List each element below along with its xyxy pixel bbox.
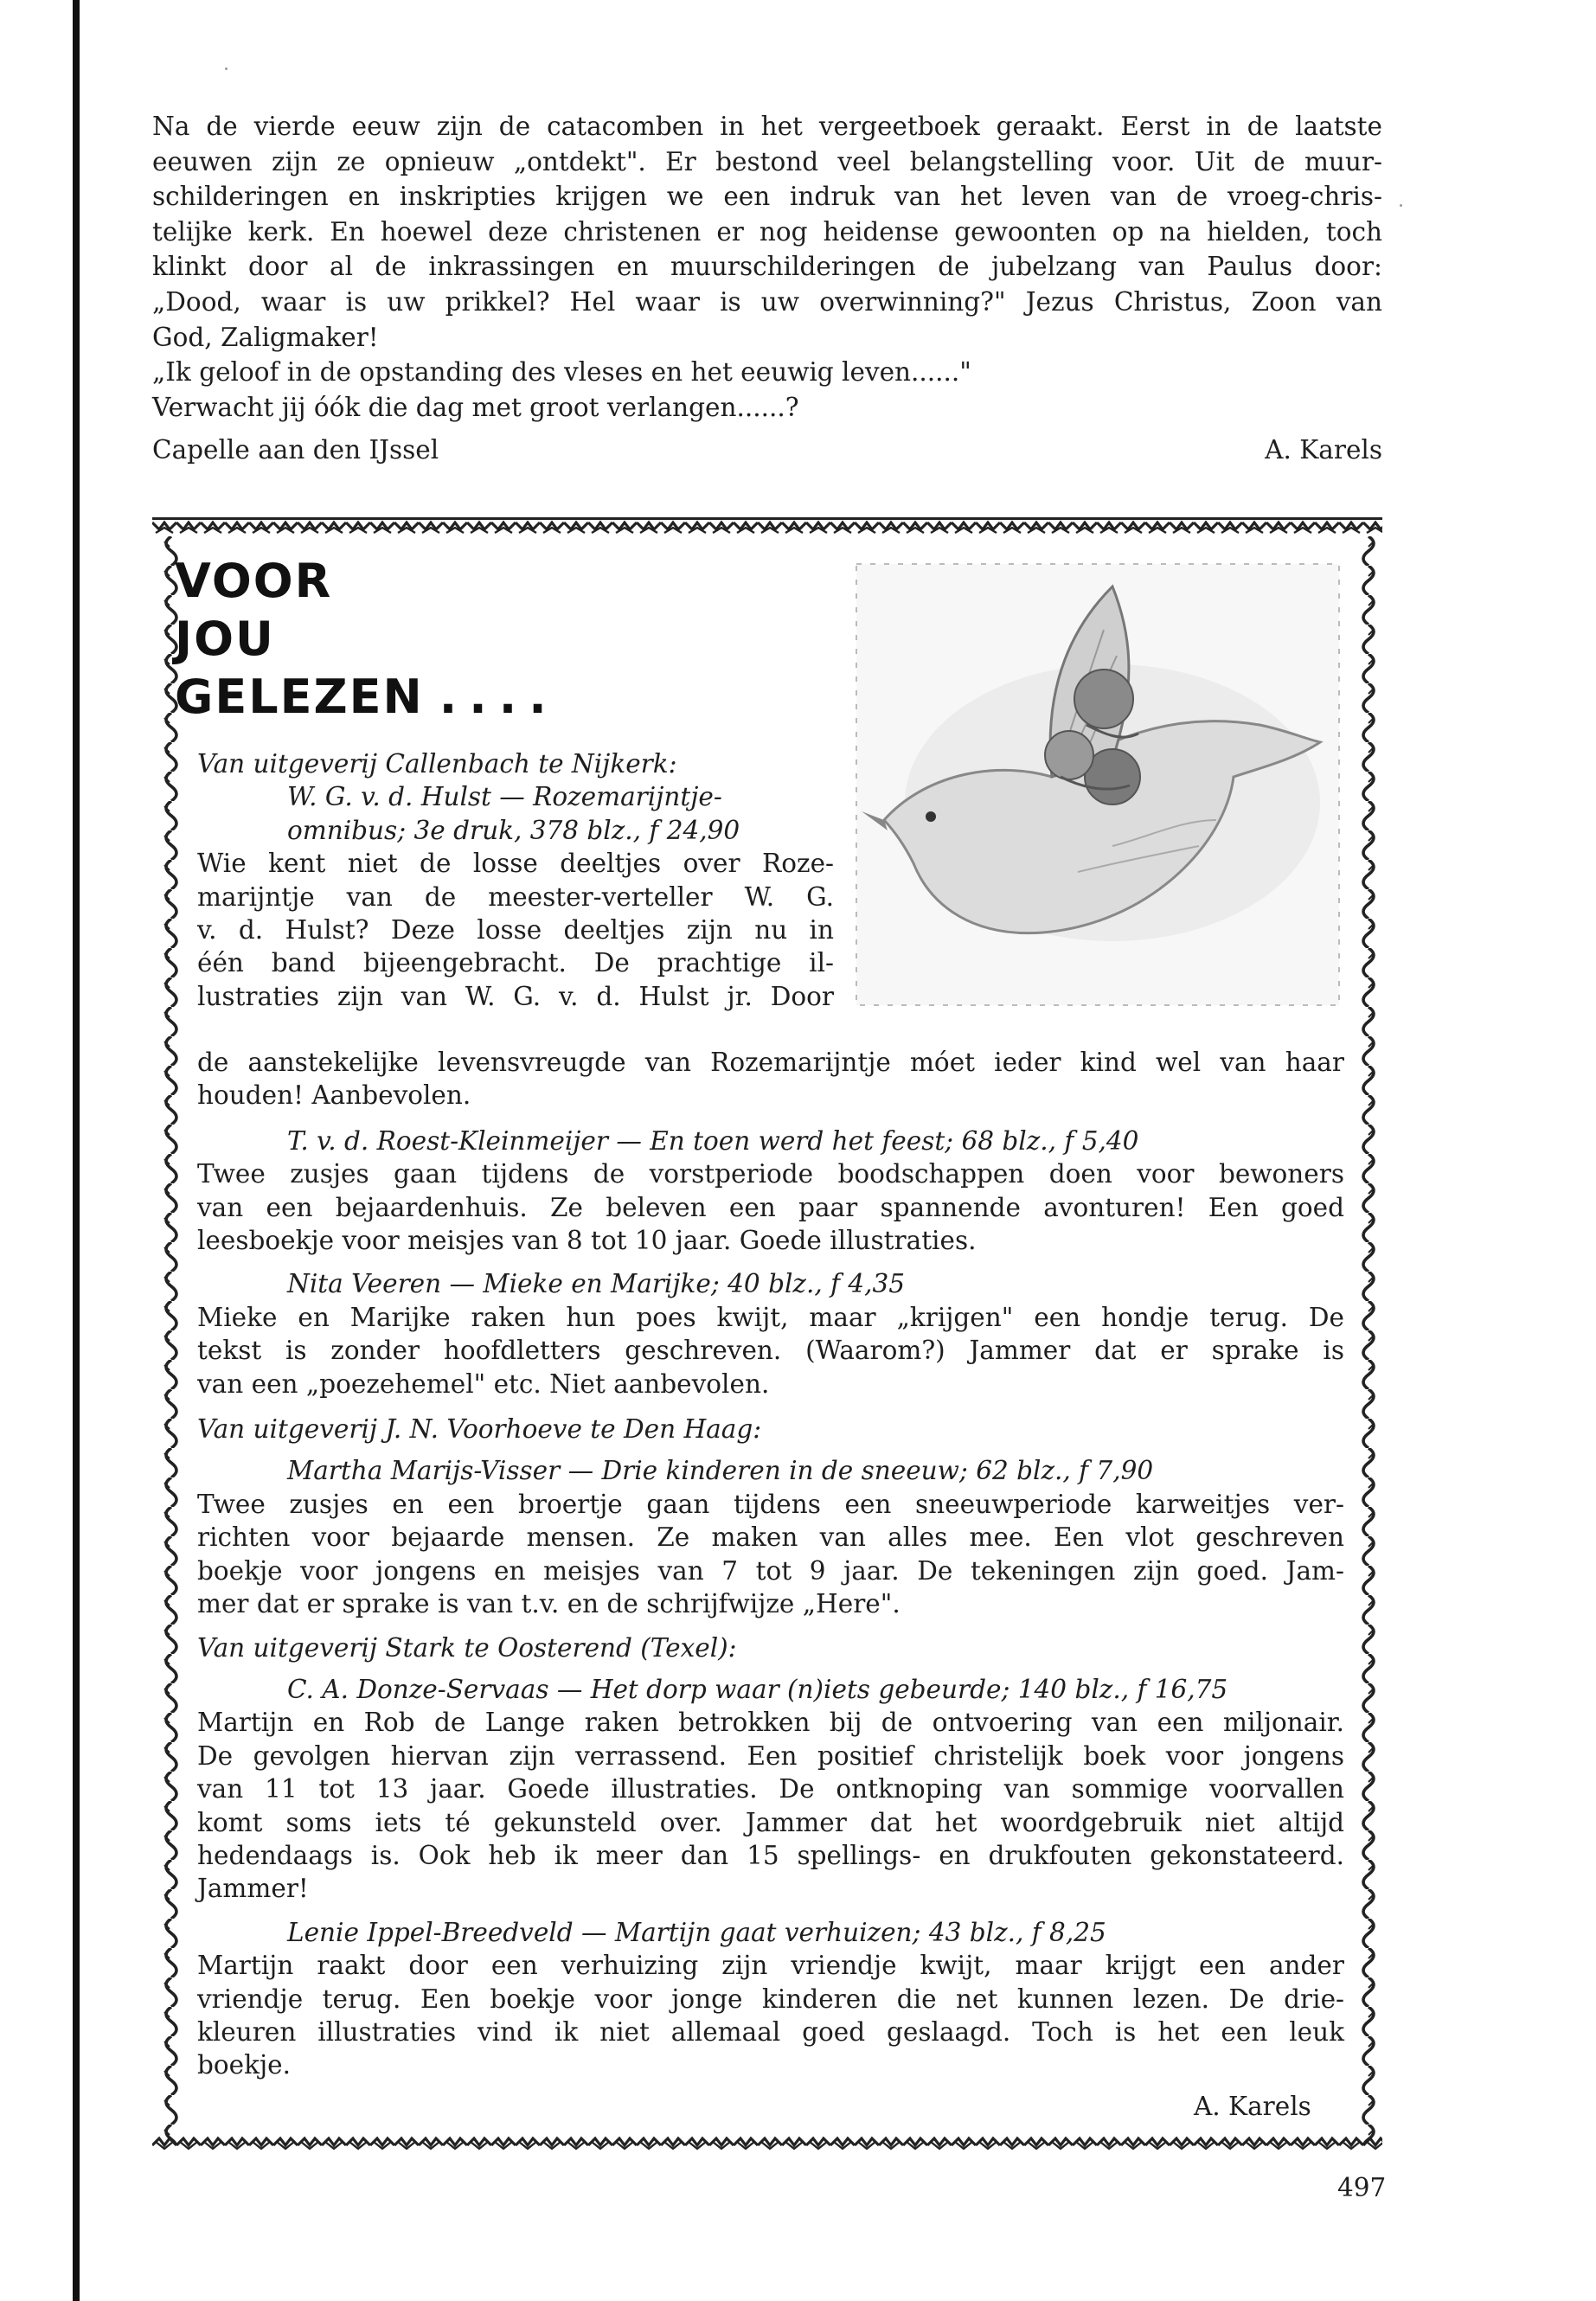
- review-line: mer dat er sprake is van t.v. en de schrijfwijze „Here".: [197, 1589, 901, 1619]
- intro-line: Verwacht jij óók die dag met groot verlangen......?: [152, 392, 799, 422]
- book-title: T. v. d. Roest-Kleinmeijer — En toen werd het feest; 68 blz., f 5,40: [287, 1125, 1139, 1156]
- heading-dots: ....: [439, 670, 559, 724]
- book-title: W. G. v. d. Hulst — Rozemarijntje-: [287, 782, 722, 812]
- review-line: van 11 tot 13 jaar. Goede illustraties. De ontknoping van sommige voorvallen: [197, 1774, 1344, 1804]
- heading-line-3: [175, 668, 559, 726]
- intro-line: Na de vierde eeuw zijn de catacomben in het vergeetboek geraakt. Eerst in de laatste: [152, 112, 1382, 141]
- review-line: lustraties zijn van W. G. v. d. Hulst jr. Door: [197, 981, 834, 1011]
- review-line: boekje.: [197, 2050, 291, 2080]
- review-line: één band bijeengebracht. De prachtige il-: [197, 948, 834, 978]
- dove-illustration: [853, 561, 1343, 1009]
- heading-word: GELEZEN: [175, 670, 424, 724]
- print-speck: [225, 67, 228, 70]
- book-title: omnibus; 3e druk, 378 blz., f 24,90: [287, 815, 740, 845]
- book-title: Nita Veeren — Mieke en Marijke; 40 blz., f 4,35: [287, 1269, 906, 1299]
- review-line: Twee zusjes gaan tijdens de vorstperiode boodschappen doen voor bewoners: [197, 1159, 1344, 1189]
- box-border-bottom: [152, 2133, 1382, 2157]
- review-author: A. Karels: [1194, 2092, 1311, 2121]
- reviews-body: [197, 1046, 1344, 2082]
- review-line: v. d. Hulst? Deze losse deeltjes zijn nu in: [197, 915, 834, 945]
- review-line: Wie kent niet de losse deeltjes over Roze-: [197, 849, 834, 879]
- review-line: Martijn raakt door een verhuizing zijn vriendje kwijt, maar krijgt een ander: [197, 1951, 1344, 1981]
- intro-line: klinkt door al de inkrassingen en muurschilderingen de jubelzang van Paulus door:: [152, 252, 1382, 282]
- review-line: van een „poezehemel" etc. Niet aanbevolen.: [197, 1368, 770, 1399]
- heading-line-2: JOU: [175, 612, 275, 666]
- review-line: van een bejaardenhuis. Ze beleven een paar spannende avonturen! Een goed: [197, 1192, 1344, 1222]
- box-border-top: [152, 517, 1382, 542]
- book-title: Martha Marijs-Visser — Drie kinderen in de sneeuw; 62 blz., f 7,90: [287, 1456, 1154, 1486]
- review-line: Mieke en Marijke raken hun poes kwijt, maar „krijgen" een hondje terug. De: [197, 1302, 1344, 1332]
- review-line: komt soms iets té gekunsteld over. Jammer dat het woordgebruik niet altijd: [197, 1807, 1344, 1837]
- publisher-heading: Van uitgeverij Stark te Oosterend (Texel):: [197, 1632, 737, 1663]
- place-name: Capelle aan den IJssel: [152, 435, 439, 465]
- box-border-right: [1356, 536, 1388, 2145]
- intro-line: eeuwen zijn ze opnieuw „ontdekt". Er bestond veel belangstelling voor. Uit de muur-: [152, 146, 1382, 176]
- review-line: kleuren illustraties vind ik niet allemaal goed geslaagd. Toch is het een leuk: [197, 2016, 1344, 2047]
- review-line: richten voor bejaarde mensen. Ze maken van alles mee. Een vlot geschreven: [197, 1522, 1344, 1553]
- intro-line: „Ik geloof in de opstanding des vleses en het eeuwig leven......": [152, 357, 971, 388]
- heading-line-1: VOOR: [175, 554, 333, 608]
- intro-signature-row: [152, 435, 1382, 465]
- review-line: houden! Aanbevolen.: [197, 1080, 471, 1111]
- intro-paragraph: [152, 109, 1382, 425]
- publisher-heading: Van uitgeverij Callenbach te Nijkerk:: [197, 749, 677, 779]
- page-number: 497: [1337, 2173, 1387, 2202]
- callenbach-section: [197, 747, 834, 1013]
- review-line: boekje voor jongens en meisjes van 7 tot 9 jaar. De tekeningen zijn goed. Jam-: [197, 1555, 1344, 1586]
- review-line: Jammer!: [197, 1874, 309, 1904]
- book-title: C. A. Donze-Servaas — Het dorp waar (n)iets gebeurde; 140 blz., f 16,75: [287, 1674, 1228, 1704]
- publisher-heading: Van uitgeverij J. N. Voorhoeve te Den Haag:: [197, 1414, 762, 1445]
- intro-line: telijke kerk. En hoewel deze christenen er nog heidense gewoonten op na hielden, toch: [152, 216, 1382, 247]
- review-line: de aanstekelijke levensvreugde van Rozemarijntje móet ieder kind wel van haar: [197, 1048, 1344, 1077]
- intro-line: God, Zaligmaker!: [152, 322, 379, 352]
- review-line: hedendaags is. Ook heb ik meer dan 15 spellings- en drukfouten gekonstateerd.: [197, 1840, 1344, 1870]
- book-title: Lenie Ippel-Breedveld — Martijn gaat verhuizen; 43 blz., f 8,25: [287, 1917, 1106, 1947]
- review-line: vriendje terug. Een boekje voor jonge kinderen die net kunnen lezen. De drie-: [197, 1984, 1344, 2014]
- review-line: Martijn en Rob de Lange raken betrokken bij de ontvoering van een miljonair.: [197, 1708, 1344, 1738]
- intro-line: schilderingen en inskripties krijgen we een indruk van het leven van de vroeg-chris-: [152, 182, 1382, 212]
- review-line: De gevolgen hiervan zijn verrassend. Een positief christelijk boek voor jongens: [197, 1740, 1344, 1771]
- review-line: leesboekje voor meisjes van 8 tot 10 jaar. Goede illustraties.: [197, 1226, 977, 1256]
- binding-edge: [73, 0, 80, 2301]
- review-line: marijntje van de meester-verteller W. G.: [197, 881, 834, 912]
- review-line: Twee zusjes en een broertje gaan tijdens een sneeuwperiode karweitjes ver-: [197, 1489, 1344, 1519]
- review-line: tekst is zonder hoofdletters geschreven. (Waarom?) Jammer dat er sprake is: [197, 1336, 1344, 1366]
- section-heading: [175, 552, 559, 726]
- intro-author: A. Karels: [1265, 435, 1382, 465]
- intro-line: „Dood, waar is uw prikkel? Hel waar is uw overwinning?" Jezus Christus, Zoon van: [152, 286, 1382, 317]
- box-border-left: [152, 536, 183, 2145]
- print-speck: [1400, 204, 1402, 207]
